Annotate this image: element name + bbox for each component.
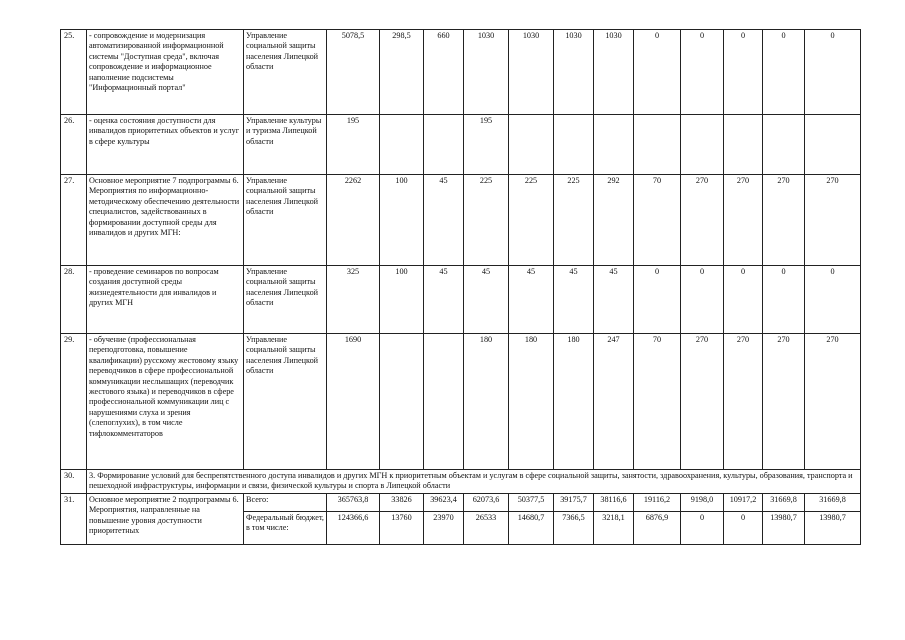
value-cell [380, 334, 424, 470]
value-cell: 31669,8 [805, 494, 861, 512]
value-cell: 270 [724, 175, 763, 266]
value-cell: 270 [805, 334, 861, 470]
value-cell [424, 115, 464, 175]
row-number: 25. [61, 30, 87, 115]
row-number: 28. [61, 266, 87, 334]
document-page [60, 29, 860, 545]
value-cell: 62073,6 [464, 494, 509, 512]
value-cell: 1030 [594, 30, 634, 115]
value-cell: 1030 [554, 30, 594, 115]
value-cell [509, 115, 554, 175]
value-cell: 13980,7 [763, 512, 805, 545]
value-cell: 270 [763, 175, 805, 266]
value-cell: 1030 [464, 30, 509, 115]
value-cell: 2262 [327, 175, 380, 266]
value-cell: 19116,2 [634, 494, 681, 512]
value-cell: 292 [594, 175, 634, 266]
table-row [61, 30, 861, 115]
value-cell: 270 [681, 334, 724, 470]
table-row [61, 115, 861, 175]
value-cell: 13980,7 [805, 512, 861, 545]
value-cell: 70 [634, 334, 681, 470]
value-cell: 45 [464, 266, 509, 334]
program-table [60, 29, 861, 545]
value-cell: 6876,9 [634, 512, 681, 545]
value-cell: 13760 [380, 512, 424, 545]
executor: Управление социальной защиты населения Липецкой области [244, 175, 327, 266]
table-body [61, 30, 861, 545]
value-cell: 45 [594, 266, 634, 334]
value-cell [554, 115, 594, 175]
value-cell: 195 [327, 115, 380, 175]
value-cell: 39175,7 [554, 494, 594, 512]
value-cell [424, 334, 464, 470]
table-row [61, 175, 861, 266]
value-cell: 0 [724, 266, 763, 334]
value-cell: 225 [464, 175, 509, 266]
value-cell: 39623,4 [424, 494, 464, 512]
value-cell: 3218,1 [594, 512, 634, 545]
value-cell: 270 [681, 175, 724, 266]
value-cell: 70 [634, 175, 681, 266]
measure-name: - оценка состояния доступности для инвалидов приоритетных объектов и услуг в сфере культуры [87, 115, 244, 175]
value-cell: 270 [724, 334, 763, 470]
value-cell: 38116,6 [594, 494, 634, 512]
value-cell: 10917,2 [724, 494, 763, 512]
value-cell: 0 [724, 30, 763, 115]
value-cell [380, 115, 424, 175]
value-cell: 45 [554, 266, 594, 334]
value-cell [724, 115, 763, 175]
value-cell: 5078,5 [327, 30, 380, 115]
value-cell: 0 [805, 266, 861, 334]
funding-source: Федеральный бюджет, в том числе: [244, 512, 327, 545]
value-cell: 270 [763, 334, 805, 470]
value-cell: 195 [464, 115, 509, 175]
value-cell: 31669,8 [763, 494, 805, 512]
executor: Управление культуры и туризма Липецкой области [244, 115, 327, 175]
executor: Управление социальной защиты населения Липецкой области [244, 30, 327, 115]
value-cell: 0 [681, 266, 724, 334]
value-cell: 0 [724, 512, 763, 545]
value-cell: 9198,0 [681, 494, 724, 512]
row-number: 26. [61, 115, 87, 175]
value-cell: 180 [464, 334, 509, 470]
value-cell: 0 [763, 30, 805, 115]
measure-name: - сопровождение и модернизация автоматизированной информационной системы "Доступная среда", включая сопровождение и информационное наполнение подсистемы "Информационный портал" [87, 30, 244, 115]
value-cell: 50377,5 [509, 494, 554, 512]
row-number: 31. [61, 494, 87, 545]
table-row [61, 494, 861, 512]
value-cell: 1690 [327, 334, 380, 470]
section-heading: 3. Формирование условий для беспрепятственного доступа инвалидов и других МГН к приоритетным объектам и услугам в сфере социальной защиты, занятости, здравоохранения, культуры, образования, транспорта и пешеходной инфраструктуры, информации и связи, физической культуры и спорта в Липецкой области [87, 470, 861, 494]
measure-name: Основное мероприятие 7 подпрограммы 6. Мероприятия по информационно-методическому обеспечению деятельности специалистов, задействованных в формировании доступной среды для инвалидов и других МГН: [87, 175, 244, 266]
measure-name: - проведение семинаров по вопросам создания доступной среды жизнедеятельности для инвалидов и других МГН [87, 266, 244, 334]
value-cell: 45 [424, 175, 464, 266]
section-row [61, 470, 861, 494]
value-cell: 0 [681, 30, 724, 115]
value-cell: 0 [805, 30, 861, 115]
table-row [61, 266, 861, 334]
value-cell: 225 [509, 175, 554, 266]
value-cell: 100 [380, 175, 424, 266]
value-cell [763, 115, 805, 175]
value-cell: 365763,8 [327, 494, 380, 512]
value-cell: 100 [380, 266, 424, 334]
value-cell: 180 [509, 334, 554, 470]
funding-source: Всего: [244, 494, 327, 512]
value-cell: 180 [554, 334, 594, 470]
value-cell: 0 [634, 30, 681, 115]
value-cell: 14680,7 [509, 512, 554, 545]
value-cell: 298,5 [380, 30, 424, 115]
value-cell: 0 [634, 266, 681, 334]
value-cell [805, 115, 861, 175]
value-cell: 26533 [464, 512, 509, 545]
value-cell: 247 [594, 334, 634, 470]
value-cell: 124366,6 [327, 512, 380, 545]
value-cell: 45 [424, 266, 464, 334]
executor: Управление социальной защиты населения Липецкой области [244, 334, 327, 470]
row-number: 30. [61, 470, 87, 494]
value-cell: 660 [424, 30, 464, 115]
value-cell: 270 [805, 175, 861, 266]
row-number: 27. [61, 175, 87, 266]
value-cell: 325 [327, 266, 380, 334]
value-cell [634, 115, 681, 175]
value-cell: 0 [763, 266, 805, 334]
table-row [61, 334, 861, 470]
value-cell: 0 [681, 512, 724, 545]
value-cell: 23970 [424, 512, 464, 545]
measure-name: Основное мероприятие 2 подпрограммы 6. Мероприятия, направленные на повышение уровня доступности приоритетных [87, 494, 244, 545]
value-cell [594, 115, 634, 175]
value-cell: 33826 [380, 494, 424, 512]
value-cell: 225 [554, 175, 594, 266]
row-number: 29. [61, 334, 87, 470]
measure-name: - обучение (профессиональная переподготовка, повышение квалификации) русскому жестовому языку переводчиков в сфере профессиональной коммуникации неслышащих (переводчик жестового языка) и переводчиков в сфере профессиональной коммуникации лиц с нарушениями слуха и зрения (слепоглухих), в том числе тифлокомментаторов [87, 334, 244, 470]
executor: Управление социальной защиты населения Липецкой области [244, 266, 327, 334]
value-cell [681, 115, 724, 175]
value-cell: 7366,5 [554, 512, 594, 545]
value-cell: 45 [509, 266, 554, 334]
value-cell: 1030 [509, 30, 554, 115]
